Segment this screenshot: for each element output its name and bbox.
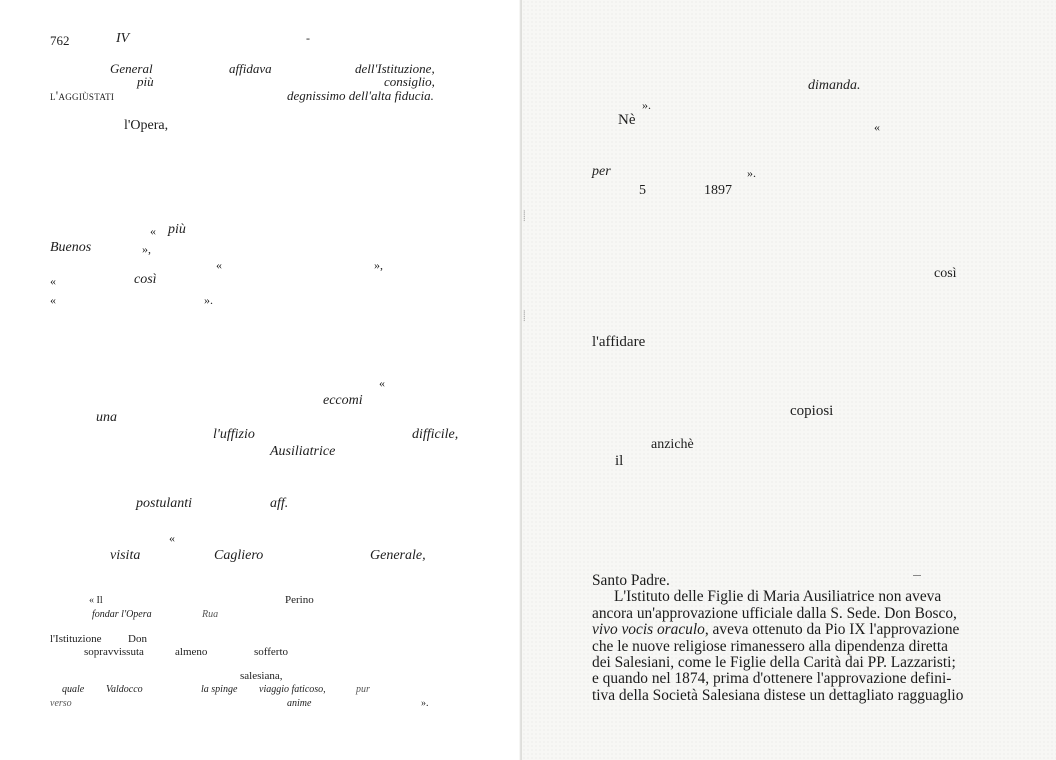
footnote-fragment: ». xyxy=(421,698,429,709)
footnote-fragment: « Il xyxy=(89,595,103,606)
text-fragment: dell'Istituzione, xyxy=(355,61,435,76)
text-fragment: ». xyxy=(642,98,651,112)
text-fragment: una xyxy=(96,410,117,425)
text-line: vivo vocis oraculo, aveva ottenuto da Pio IX l'approvazione xyxy=(592,621,960,639)
footnote-fragment: Valdocco xyxy=(106,684,143,695)
text-fragment: eccomi xyxy=(323,393,363,408)
text-line: Santo Padre. xyxy=(592,572,670,589)
chapter-number: IV xyxy=(116,31,130,46)
footnote-fragment: viaggio faticoso, xyxy=(259,684,326,695)
text-fragment: Nè xyxy=(618,112,636,128)
footnote-fragment: Don xyxy=(128,633,147,645)
text-fragment: « xyxy=(874,120,880,134)
text-fragment: anzichè xyxy=(651,437,694,452)
footnote-fragment: salesiana, xyxy=(240,670,283,682)
text-line: L'Istituto delle Figlie di Maria Ausiliatrice non aveva xyxy=(614,588,942,606)
text-fragment: », xyxy=(374,258,383,272)
text-fragment: per xyxy=(592,164,611,179)
footnote-fragment: l'Istituzione xyxy=(50,633,102,645)
text-line: dei Salesiani, come le Figlie della Carità dai PP. Lazzaristi; xyxy=(592,654,956,672)
page-mark: ⸽ xyxy=(523,211,526,222)
latin-phrase: vivo vocis oraculo xyxy=(592,621,705,639)
text-fragment: « xyxy=(150,224,156,238)
text-line: e quando nel 1874, prima d'ottenere l'approvazione defini- xyxy=(592,670,952,688)
text-fragment: così xyxy=(934,266,957,281)
text-fragment: più xyxy=(168,222,186,237)
footnote-fragment: sofferto xyxy=(254,646,289,658)
text-fragment: « xyxy=(216,258,222,272)
text-fragment: 5 xyxy=(639,183,646,198)
footnote-fragment: quale xyxy=(62,684,85,695)
text-fragment: « xyxy=(50,274,56,288)
footnote-fragment: verso xyxy=(50,698,72,709)
text-fragment: General xyxy=(110,61,153,76)
text-fragment: Ausiliatrice xyxy=(270,444,336,459)
text-fragment: l'Opera, xyxy=(124,118,169,133)
text-fragment: visita xyxy=(110,548,141,563)
text-fragment: « xyxy=(379,376,385,390)
text-fragment: dimanda. xyxy=(808,78,861,93)
text-fragment: Generale, xyxy=(370,548,426,563)
text-fragment: 1897 xyxy=(704,183,732,198)
text-fragment: postulanti xyxy=(136,496,193,511)
footnote-fragment: Perino xyxy=(285,594,314,606)
footnote-fragment: anime xyxy=(287,698,312,709)
text-fragment: l'uffizio xyxy=(213,427,255,442)
text-fragment: », xyxy=(142,242,151,256)
body-text xyxy=(592,573,1001,704)
text-fragment: consiglio, xyxy=(384,74,435,89)
text-fragment: il xyxy=(615,453,624,469)
page-number: 762 xyxy=(50,33,70,48)
header-dash: - xyxy=(306,31,310,45)
footnote-fragment: almeno xyxy=(175,646,208,658)
text-fragment: « xyxy=(50,293,56,307)
text-fragment: « xyxy=(169,531,175,545)
footnote-fragment: sopravvissuta xyxy=(84,646,144,658)
left-page xyxy=(0,0,522,760)
text-fragment: l'affidare xyxy=(592,334,646,350)
text-line: tiva della Società Salesiana distese un dettagliato ragguaglio xyxy=(592,686,964,704)
footnote-fragment: pur xyxy=(356,684,370,695)
text-fragment: affidava xyxy=(229,61,272,76)
page-mark: ⸽ xyxy=(523,311,526,322)
text-fragment: Cagliero xyxy=(214,548,264,563)
footnote-fragment: Rua xyxy=(202,609,219,620)
text-fragment: così xyxy=(134,272,157,287)
text-fragment: Buenos xyxy=(50,240,92,255)
text-fragment: copiosi xyxy=(790,403,834,419)
footnote-fragment: la spinge xyxy=(201,684,238,695)
text-line: che le nuove religiose rimanessero alla dipendenza diretta xyxy=(592,637,948,655)
footnote-fragment: fondar l'Opera xyxy=(92,609,152,620)
text-fragment: ». xyxy=(204,293,213,307)
text-fragment: più xyxy=(137,74,154,89)
text-fragment: degnissimo dell'alta fiducia. xyxy=(287,88,434,103)
text-fragment: ». xyxy=(747,166,756,180)
text-fragment: difficile, xyxy=(412,427,459,442)
text-fragment: aff. xyxy=(270,496,289,511)
text-fragment: l'aggiùstati xyxy=(50,88,115,103)
text-line: ancora un'approvazione ufficiale dalla S. Sede. Don Bosco, xyxy=(592,604,957,622)
